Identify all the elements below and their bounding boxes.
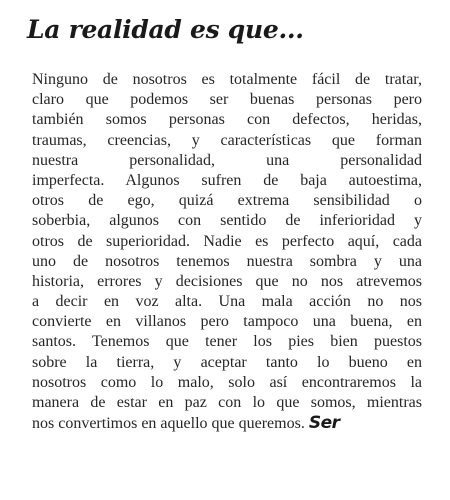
signature: Ser: [308, 413, 340, 434]
text-line: nuestra personalidad, una personalidad: [32, 151, 422, 169]
text-line: nosotros como lo malo, solo así encontraremos la: [32, 373, 422, 391]
text-line: convierte en villanos pero tampoco una buena, en: [32, 313, 422, 331]
text-line: manera de estar en paz con lo que somos, mientras: [32, 394, 422, 411]
text-line: traumas, creencias, y características que forman: [32, 131, 422, 149]
text-line: uno de nosotros tenemos nuestra sombra y una: [32, 252, 422, 270]
body-text: [32, 70, 422, 433]
text-line: historia, errores y decisiones que no nos atrevemos: [32, 272, 422, 290]
text-line: también somos personas con defectos, heridas,: [32, 111, 422, 129]
text-line: sobre la tierra, y aceptar tanto lo bueno en: [32, 353, 422, 371]
text-line: a decir en voz alta. Una mala acción no nos: [32, 293, 422, 311]
text-line: claro que podemos ser buenas personas pero: [32, 91, 422, 109]
text-line: imperfecta. Algunos sufren de baja autoestima,: [32, 171, 422, 189]
page-title: La realidad es que...: [27, 15, 304, 44]
text-line: Ninguno de nosotros es totalmente fácil de tratar,: [32, 71, 422, 88]
text-line-last: [32, 413, 422, 433]
text-line-final: nos convertimos en aquello que queremos.: [32, 415, 305, 433]
text-line: soberbia, algunos con sentido de inferioridad y: [32, 212, 422, 230]
text-line: otros de ego, quizá extrema sensibilidad o: [32, 192, 422, 210]
text-line: santos. Tenemos que tener los pies bien puestos: [32, 333, 422, 351]
text-line: otros de superioridad. Nadie es perfecto aquí, cada: [32, 232, 422, 250]
